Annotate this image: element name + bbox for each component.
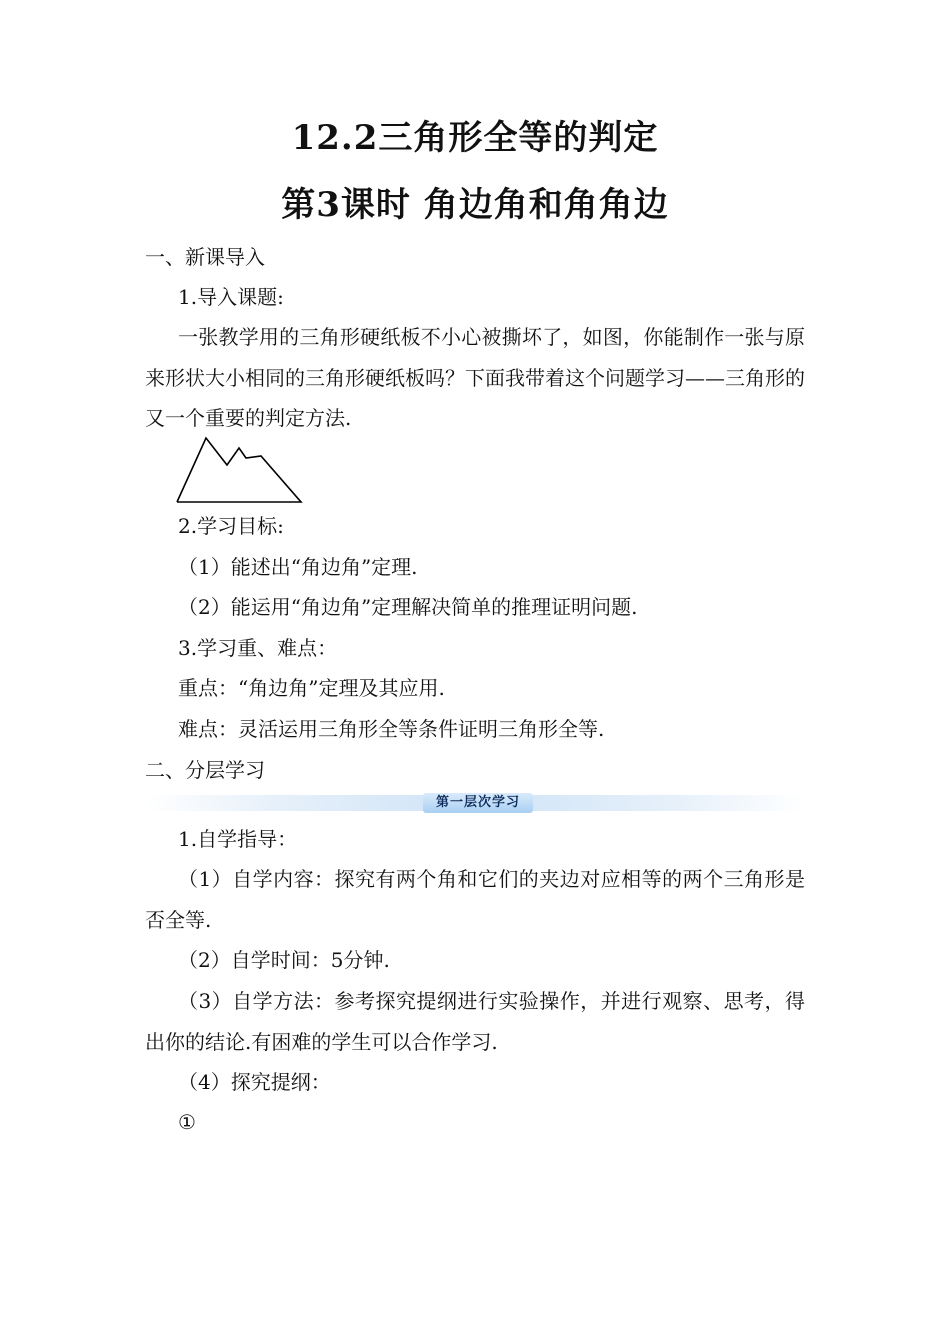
outline-heading: （4）探究提纲： [178, 1070, 331, 1094]
goal-item-1: （1）能述出“角边角”定理. [178, 555, 418, 579]
item-heading-self-study: 1.自学指导： [178, 827, 298, 851]
level-banner-label: 第一层次学习 [423, 793, 533, 813]
item-heading-key-points: 3.学习重、难点： [178, 636, 338, 660]
section-heading-layered: 二、分层学习 [145, 758, 265, 782]
key-point: 重点：“角边角”定理及其应用. [178, 676, 445, 700]
item-heading-goals: 2.学习目标: [178, 514, 284, 538]
page-subtitle: 第3课时 角边角和角角边 [281, 185, 669, 225]
section-heading-intro: 一、新课导入 [145, 245, 265, 269]
difficult-point: 难点：灵活运用三角形全等条件证明三角形全等. [178, 717, 605, 741]
self-study-content: （1）自学内容：探究有两个角和它们的夹边对应相等的两个三角形是否全等. [145, 867, 805, 932]
self-study-method: （3）自学方法：参考探究提纲进行实验操作，并进行观察、思考，得出你的结论.有困难的学生可以合作学习. [145, 989, 805, 1054]
goal-item-2: （2）能运用“角边角”定理解决简单的推理证明问题. [178, 595, 638, 619]
self-study-time: （2）自学时间：5分钟. [178, 948, 390, 972]
torn-triangle-outline [177, 438, 301, 502]
torn-triangle-figure [172, 432, 307, 508]
page-title: 12.2三角形全等的判定 [291, 118, 659, 158]
intro-paragraph: 一张教学用的三角形硬纸板不小心被撕坏了，如图，你能制作一张与原来形状大小相同的三角形硬纸板吗？下面我带着这个问题学习——三角形的又一个重要的判定方法. [145, 325, 805, 430]
item-heading-topic: 1.导入课题: [178, 285, 284, 309]
outline-item-1: ① [178, 1110, 196, 1134]
